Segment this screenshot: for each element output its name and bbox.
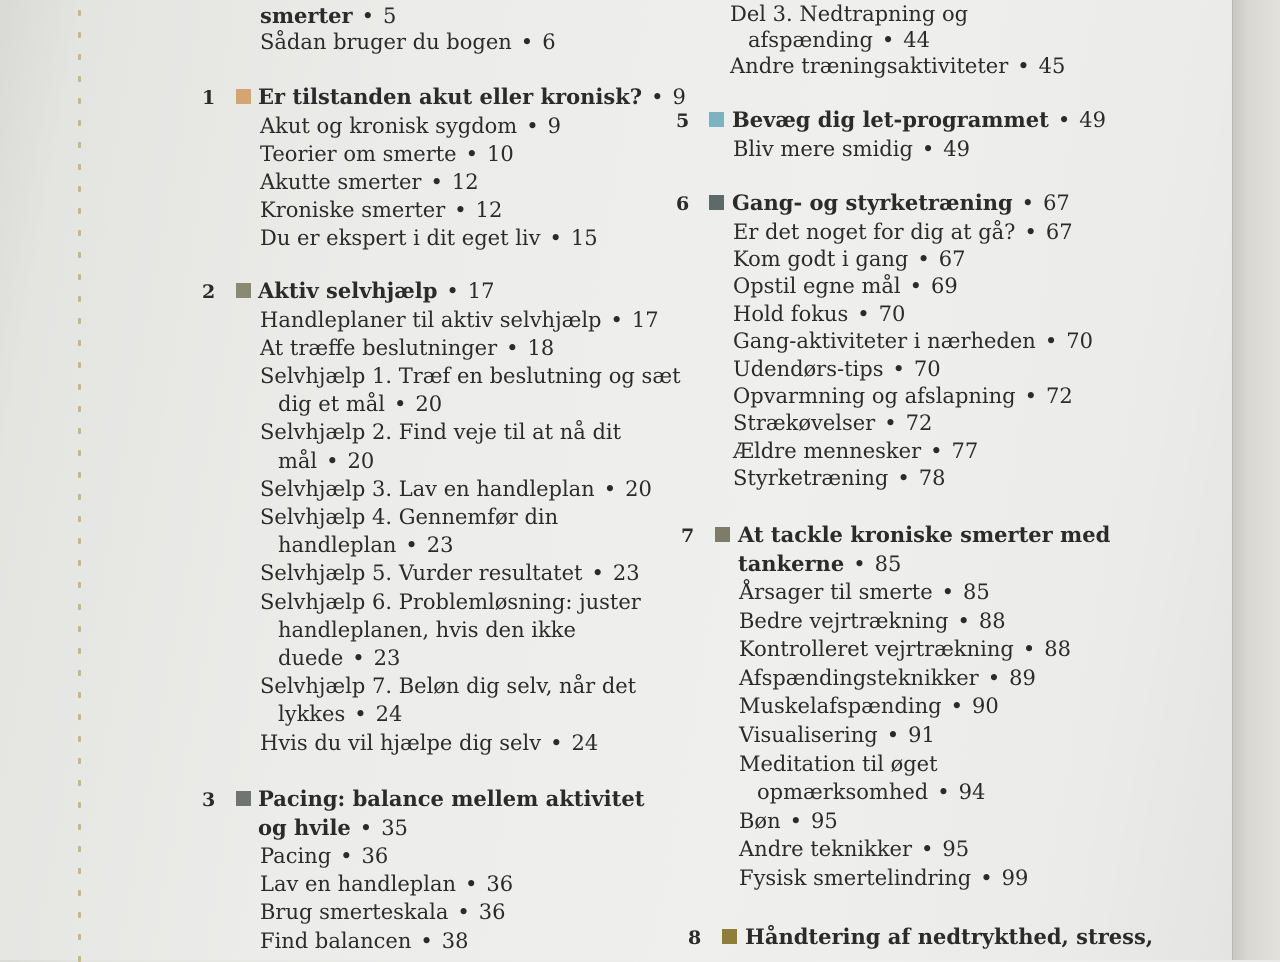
stitch: [78, 934, 81, 940]
stitch: [78, 956, 81, 962]
page-number: 49: [1079, 108, 1106, 132]
chapter-color-square: [709, 195, 724, 210]
page-number: 20: [415, 392, 443, 417]
toc-entry: [260, 560, 640, 586]
toc-entry: [730, 53, 1065, 79]
entry-title: Bøn: [739, 808, 781, 833]
stitch: [78, 758, 81, 764]
page-number: 85: [963, 580, 990, 604]
bullet-separator: •: [886, 723, 900, 747]
bullet-separator: •: [520, 30, 534, 54]
page-number: 12: [451, 169, 479, 194]
entry-title: Meditation til øget: [739, 751, 938, 776]
bullet-separator: •: [1017, 54, 1030, 78]
bullet-separator: •: [651, 85, 664, 109]
toc-entry: [278, 532, 454, 558]
page-number: 44: [903, 28, 931, 52]
bullet-separator: •: [1024, 219, 1037, 244]
chapter-number: 6: [676, 193, 690, 215]
entry-title: Kroniske smerter: [260, 198, 446, 223]
toc-entry: [739, 608, 1006, 634]
entry-title: At tackle kroniske smerter med: [738, 522, 1111, 547]
toc-entry: [260, 169, 479, 195]
page-number: 17: [631, 307, 659, 332]
entry-title: mål: [278, 448, 318, 473]
toc-entry: [730, 1, 968, 27]
toc-entry: [739, 808, 838, 834]
entry-title: Selvhjælp 3. Lav en handleplan: [260, 476, 595, 501]
entry-title: duede: [278, 645, 344, 670]
bullet-separator: •: [1022, 637, 1036, 662]
entry-title: At træffe beslutninger: [260, 335, 498, 360]
toc-entry: [260, 928, 469, 954]
toc-entry: [260, 3, 396, 29]
stitch: [78, 76, 81, 82]
bullet-separator: •: [465, 872, 478, 897]
bullet-separator: •: [591, 561, 604, 586]
entry-title: afspænding: [748, 28, 873, 52]
toc-entry: [260, 335, 554, 361]
page-number: 67: [938, 246, 966, 271]
toc-entry: [278, 448, 374, 474]
stitch: [78, 802, 81, 808]
bullet-separator: •: [326, 448, 339, 473]
page-number: 95: [811, 808, 838, 833]
stitch: [78, 692, 81, 698]
stitch: [78, 450, 81, 456]
entry-title: Årsager til smerte: [739, 580, 933, 604]
entry-title: Opvarmning og afslapning: [733, 383, 1016, 408]
entry-title: Er det noget for dig at gå?: [733, 219, 1016, 244]
stitch: [78, 142, 81, 148]
entry-title: Gang- og styrketræning: [732, 190, 1013, 215]
toc-entry: [739, 636, 1071, 662]
page-number: 36: [361, 844, 389, 868]
bullet-separator: •: [354, 702, 367, 727]
bullet-separator: •: [603, 476, 617, 501]
bullet-separator: •: [857, 301, 870, 326]
toc-entry: [260, 476, 652, 502]
bullet-separator: •: [921, 136, 935, 161]
bullet-separator: •: [446, 279, 459, 303]
entry-title: Selvhjælp 7. Beløn dig selv, når det: [260, 674, 637, 699]
page-number: 10: [487, 141, 514, 166]
chapter-number: 5: [676, 110, 690, 132]
toc-entry: [260, 504, 558, 530]
stitch: [78, 670, 81, 676]
page-number: 99: [1001, 866, 1029, 890]
entry-title: Del 3. Nedtrapning og: [730, 2, 969, 26]
stitch: [78, 604, 81, 610]
toc-entry: [733, 246, 965, 272]
stitch: [78, 296, 81, 302]
stitch: [78, 98, 81, 104]
toc-entry: [278, 645, 400, 671]
bullet-separator: •: [957, 608, 970, 633]
entry-title: Kom godt i gang: [733, 246, 909, 271]
toc-entry: [739, 665, 1036, 691]
stitch: [78, 340, 81, 346]
page-number: 18: [527, 335, 555, 360]
toc-entry: [278, 391, 442, 417]
stitch: [78, 230, 81, 236]
stitch: [78, 428, 81, 434]
page-number: 95: [942, 837, 970, 862]
chapter-title: [258, 84, 686, 110]
toc-entry: [260, 589, 641, 615]
toc-entry: [739, 579, 990, 605]
bullet-separator: •: [430, 169, 443, 194]
chapter-number: 3: [202, 789, 216, 811]
toc-entry: [757, 779, 985, 805]
entry-title: opmærksomhed: [757, 780, 929, 805]
bullet-separator: •: [1024, 383, 1037, 408]
stitch: [78, 846, 81, 852]
toc-entry: [260, 419, 621, 445]
entry-title: Lav en handleplan: [260, 872, 456, 897]
bullet-separator: •: [359, 815, 373, 840]
page-number: 72: [905, 411, 933, 436]
page-number: 70: [913, 356, 941, 381]
bullet-separator: •: [420, 928, 433, 953]
page-number: 5: [382, 4, 397, 28]
stitch: [78, 912, 81, 918]
bullet-separator: •: [884, 411, 897, 436]
entry-title: Selvhjælp 2. Find veje til at nå dit: [260, 420, 622, 445]
page-number: 23: [373, 645, 401, 670]
chapter-title: [258, 278, 495, 304]
page-number: 90: [971, 694, 999, 719]
page-number: 17: [467, 279, 495, 303]
bullet-separator: •: [921, 837, 934, 862]
bullet-separator: •: [853, 551, 866, 576]
page-number: 12: [475, 198, 503, 223]
toc-entry: [739, 751, 938, 777]
page-number: 77: [951, 438, 979, 463]
toc-entry: [260, 363, 681, 389]
bullet-separator: •: [506, 335, 519, 360]
toc-entry: [733, 383, 1073, 409]
stitch: [78, 186, 81, 192]
stitch: [78, 868, 81, 874]
bullet-separator: •: [930, 438, 943, 463]
binding-stitches: [0, 0, 60, 960]
entry-title: Hvis du vil hjælpe dig selv: [260, 730, 542, 755]
chapter-color-square: [236, 791, 251, 806]
stitch: [78, 472, 81, 478]
bullet-separator: •: [352, 645, 365, 670]
chapter-number: 1: [202, 87, 216, 109]
page-edge: [1232, 0, 1280, 960]
bullet-separator: •: [1021, 191, 1035, 215]
stitch: [78, 164, 81, 170]
bullet-separator: •: [937, 780, 950, 805]
stitch: [78, 10, 81, 16]
toc-entry: [739, 693, 999, 719]
entry-title: Hold fokus: [733, 301, 849, 326]
entry-title: Akutte smerter: [260, 169, 422, 194]
chapter-number: 7: [681, 525, 695, 547]
entry-title: Kontrolleret vejrtrækning: [739, 637, 1014, 662]
toc-entry: [733, 356, 941, 382]
entry-title: Sådan bruger du bogen: [260, 30, 512, 54]
chapter-title: [738, 551, 901, 577]
page-number: 67: [1043, 191, 1070, 215]
page-number: 69: [931, 274, 958, 299]
toc-entry: [260, 29, 556, 55]
chapter-color-square: [722, 929, 737, 944]
page-number: 20: [347, 448, 375, 473]
stitch: [78, 824, 81, 830]
bullet-separator: •: [892, 356, 905, 381]
toc-entry: [278, 701, 402, 727]
bullet-separator: •: [909, 274, 923, 299]
toc-entry: [739, 722, 935, 748]
page-number: 38: [441, 928, 469, 953]
entry-title: Bedre vejrtrækning: [739, 608, 949, 633]
stitch: [78, 648, 81, 654]
toc-entry: [260, 843, 388, 869]
bullet-separator: •: [454, 198, 467, 223]
toc-entry: [739, 836, 969, 862]
entry-title: Brug smerteskala: [260, 900, 449, 925]
chapter-color-square: [715, 527, 730, 542]
toc-entry: [260, 871, 513, 897]
bullet-separator: •: [987, 665, 1001, 690]
bullet-separator: •: [950, 694, 963, 719]
stitch: [78, 780, 81, 786]
bullet-separator: •: [941, 580, 955, 604]
page-number: 36: [486, 872, 514, 897]
chapter-title: [732, 107, 1106, 133]
toc-entry: [733, 465, 945, 491]
bullet-separator: •: [549, 226, 562, 251]
entry-title: Visualisering: [739, 723, 878, 747]
entry-title: handleplan: [278, 533, 397, 558]
toc-entry: [733, 328, 1093, 354]
bullet-separator: •: [980, 866, 993, 890]
page-number: 9: [547, 113, 561, 138]
toc-entry: [260, 899, 506, 925]
toc-entry: [733, 219, 1073, 245]
toc-entry: [733, 301, 905, 327]
entry-title: Aktiv selvhjælp: [258, 278, 438, 303]
entry-title: lykkes: [278, 702, 346, 727]
chapter-number: 8: [688, 927, 702, 949]
page-number: 36: [478, 900, 506, 925]
bullet-separator: •: [610, 307, 623, 332]
chapter-title: [258, 786, 644, 812]
page-number: 23: [612, 561, 640, 586]
toc-entry: [260, 113, 561, 139]
page-number: 24: [375, 702, 403, 727]
entry-title: Muskelafspænding: [739, 694, 942, 719]
entry-title: Gang-aktiviteter i nærheden: [733, 329, 1036, 354]
stitch: [78, 120, 81, 126]
entry-title: Pacing: balance mellem aktivitet: [258, 786, 645, 811]
entry-title: Selvhjælp 4. Gennemfør din: [260, 504, 559, 529]
toc-entry: [733, 273, 958, 299]
toc-entry: [260, 307, 659, 333]
page-number: 89: [1009, 665, 1036, 690]
stitch: [78, 362, 81, 368]
page-number: 24: [571, 730, 599, 755]
stitch: [78, 714, 81, 720]
page-number: 15: [570, 226, 598, 251]
entry-title: Du er ekspert i dit eget liv: [260, 226, 541, 251]
toc-entry: [260, 730, 598, 756]
toc-entry: [733, 136, 970, 162]
page-number: 6: [542, 30, 556, 54]
page-number: 49: [943, 136, 971, 161]
entry-title: smerter: [260, 3, 353, 28]
toc-entry: [739, 865, 1028, 891]
page-number: 78: [918, 466, 946, 491]
entry-title: og hvile: [258, 814, 351, 840]
bullet-separator: •: [405, 533, 418, 558]
bullet-separator: •: [1057, 108, 1071, 132]
stitch: [78, 626, 81, 632]
chapter-color-square: [236, 89, 251, 104]
entry-title: Teorier om smerte: [260, 141, 457, 166]
entry-title: handleplanen, hvis den ikke: [278, 617, 576, 642]
entry-title: Fysisk smertelindring: [739, 866, 972, 890]
stitch: [78, 54, 81, 60]
entry-title: Afspændingsteknikker: [739, 665, 979, 690]
stitch: [78, 538, 81, 544]
bullet-separator: •: [361, 4, 374, 28]
page-number: 85: [874, 551, 902, 576]
entry-title: Bevæg dig let-programmet: [732, 107, 1049, 132]
page-number: 88: [1044, 637, 1071, 662]
chapter-color-square: [236, 283, 251, 298]
entry-title: Akut og kronisk sygdom: [260, 113, 518, 138]
entry-title: Ældre mennesker: [733, 438, 922, 463]
page-number: 35: [381, 815, 408, 840]
page-number: 88: [978, 608, 1006, 633]
stitch: [78, 516, 81, 522]
bullet-separator: •: [917, 246, 930, 271]
bullet-separator: •: [897, 466, 910, 491]
entry-title: Er tilstanden akut eller kronisk?: [258, 84, 643, 109]
chapter-color-square: [709, 112, 724, 127]
stitch: [78, 560, 81, 566]
bullet-separator: •: [1044, 329, 1058, 354]
chapter-title: [732, 190, 1070, 216]
bullet-separator: •: [526, 113, 539, 138]
toc-entry: [260, 141, 514, 167]
entry-title: Handleplaner til aktiv selvhjælp: [260, 307, 602, 332]
bullet-separator: •: [340, 844, 353, 868]
stitch: [78, 582, 81, 588]
stitch: [78, 406, 81, 412]
page-number: 94: [958, 780, 986, 805]
stitch: [78, 318, 81, 324]
page-number: 20: [625, 476, 652, 501]
toc-entry: [260, 673, 636, 699]
chapter-number: 2: [202, 281, 216, 303]
entry-title: Bliv mere smidig: [733, 136, 913, 161]
page-number: 70: [1066, 329, 1093, 354]
chapter-title: [738, 522, 1110, 548]
stitch: [78, 384, 81, 390]
entry-title: Opstil egne mål: [733, 274, 901, 299]
stitch: [78, 32, 81, 38]
entry-title: Selvhjælp 5. Vurder resultatet: [260, 561, 583, 586]
toc-entry: [733, 438, 978, 464]
entry-title: Selvhjælp 1. Træf en beslutning og sæt: [260, 363, 681, 388]
chapter-title: [745, 924, 1153, 950]
entry-title: dig et mål: [278, 392, 385, 417]
entry-title: Andre teknikker: [739, 837, 913, 862]
stitch: [78, 494, 81, 500]
page-number: 9: [672, 85, 686, 109]
chapter-title: [258, 815, 408, 841]
toc-entry: [748, 27, 930, 53]
entry-title: tankerne: [738, 550, 845, 576]
toc-entry: [260, 225, 598, 251]
entry-title: Selvhjælp 6. Problemløsning: juster: [260, 589, 641, 614]
entry-title: Strækøvelser: [733, 411, 876, 436]
toc-entry: [733, 410, 932, 436]
stitch: [78, 252, 81, 258]
bullet-separator: •: [393, 392, 407, 417]
page-number: 72: [1046, 383, 1073, 408]
bullet-separator: •: [789, 808, 802, 833]
toc-entry: [278, 617, 576, 643]
stitch: [78, 208, 81, 214]
bullet-separator: •: [457, 900, 470, 925]
entry-title: Andre træningsaktiviteter: [730, 54, 1009, 78]
entry-title: Styrketræning: [733, 466, 889, 491]
page-number: 67: [1045, 219, 1073, 244]
entry-title: Udendørs-tips: [733, 356, 884, 381]
bullet-separator: •: [881, 28, 895, 52]
bullet-separator: •: [465, 141, 478, 166]
page-number: 45: [1038, 54, 1066, 78]
page-number: 70: [878, 301, 906, 326]
entry-title: Pacing: [260, 844, 332, 868]
entry-title: Håndtering af nedtrykthed, stress,: [745, 924, 1154, 949]
stitch: [78, 736, 81, 742]
page-number: 91: [908, 723, 935, 747]
toc-entry: [260, 197, 502, 223]
page-number: 23: [426, 533, 454, 558]
entry-title: Find balancen: [260, 928, 412, 953]
bullet-separator: •: [550, 730, 563, 755]
stitch: [78, 890, 81, 896]
stitch: [78, 274, 81, 280]
